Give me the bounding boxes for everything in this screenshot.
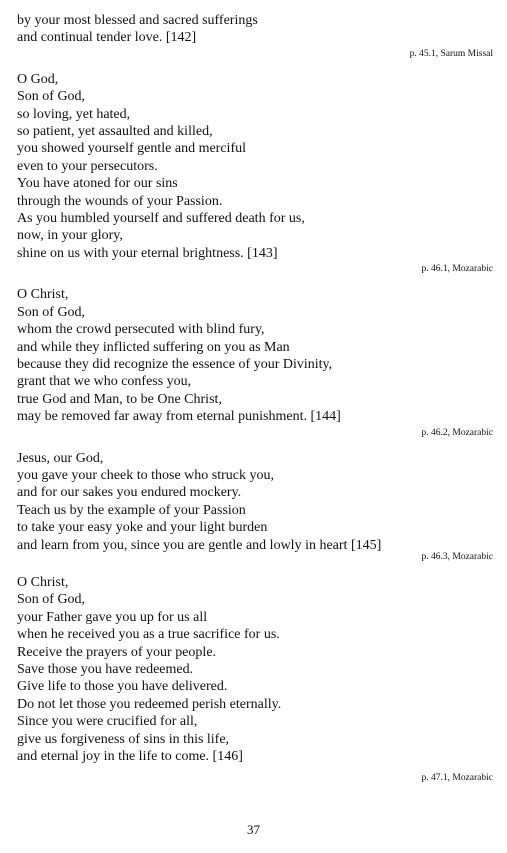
- page-number: 37: [247, 822, 260, 837]
- prayer-line: Son of God,: [17, 304, 86, 320]
- prayer-line: and learn from you, since you are gentle and lowly in heart [145]: [17, 537, 382, 553]
- prayer-line: may be removed far away from eternal punishment. [144]: [17, 409, 341, 425]
- prayer-line: Son of God,: [17, 592, 86, 608]
- prayer-line: so loving, yet hated,: [17, 106, 131, 122]
- prayer-line: Save those you have redeemed.: [17, 662, 194, 677]
- prayer-line: O Christ,: [17, 574, 69, 590]
- prayer-source: p. 46.2, Mozarabic: [421, 427, 493, 438]
- prayer-line: by your most blessed and sacred sufferings: [17, 13, 258, 28]
- prayer-line: you showed yourself gentle and merciful: [17, 141, 246, 157]
- prayer-line: whom the crowd persecuted with blind fury,: [17, 322, 265, 338]
- prayer-line: Give life to those you have delivered.: [17, 679, 228, 695]
- prayer-line: and continual tender love. [142]: [17, 30, 197, 46]
- prayer-line: to take your easy yoke and your light burden: [17, 520, 268, 536]
- prayer-line: through the wounds of your Passion.: [17, 193, 223, 209]
- prayer-144: [17, 286, 493, 438]
- prayer-line: As you humbled yourself and suffered death for us,: [17, 211, 305, 227]
- prayer-line: Do not let those you redeemed perish eternally.: [17, 696, 282, 712]
- prayer-line: Receive the prayers of your people.: [17, 644, 217, 660]
- prayer-source: p. 46.1, Mozarabic: [421, 264, 493, 275]
- prayer-line: grant that we who confess you,: [17, 374, 192, 390]
- prayer-source: p. 46.3, Mozarabic: [421, 551, 493, 562]
- prayer-145: [17, 450, 493, 563]
- prayer-line: now, in your glory,: [17, 228, 123, 244]
- prayer-line: and for our sakes you endured mockery.: [17, 485, 242, 501]
- prayer-line: because they did recognize the essence of your Divinity,: [17, 356, 333, 372]
- prayer-line: Teach us by the example of your Passion: [17, 502, 246, 518]
- prayer-line: true God and Man, to be One Christ,: [17, 391, 222, 407]
- prayer-line: O Christ,: [17, 287, 69, 303]
- prayer-line: so patient, yet assaulted and killed,: [17, 124, 213, 140]
- prayer-line: O God,: [17, 71, 59, 87]
- prayer-line: and eternal joy in the life to come. [146]: [17, 749, 243, 765]
- prayer-146: [17, 574, 493, 784]
- prayer-line: shine on us with your eternal brightness. [143]: [17, 245, 278, 261]
- document-page: [17, 12, 493, 784]
- prayer-142: [17, 12, 493, 60]
- prayer-line: when he received you as a true sacrifice for us.: [17, 627, 280, 643]
- prayer-source: p. 45.1, Sarum Missal: [409, 48, 493, 59]
- prayer-source: p. 47.1, Mozarabic: [421, 773, 493, 784]
- prayer-line: Jesus, our God,: [17, 450, 104, 466]
- prayer-143: [17, 71, 493, 275]
- prayer-line: even to your persecutors.: [17, 158, 158, 174]
- prayer-line: give us forgiveness of sins in this life,: [17, 731, 230, 747]
- prayer-line: Son of God,: [17, 89, 86, 105]
- prayer-line: and while they inflicted suffering on you as Man: [17, 339, 290, 355]
- prayer-line: You have atoned for our sins: [17, 176, 178, 192]
- prayer-line: your Father gave you up for us all: [17, 609, 208, 625]
- prayer-line: you gave your cheek to those who struck you,: [17, 467, 274, 483]
- prayer-line: Since you were crucified for all,: [17, 714, 198, 730]
